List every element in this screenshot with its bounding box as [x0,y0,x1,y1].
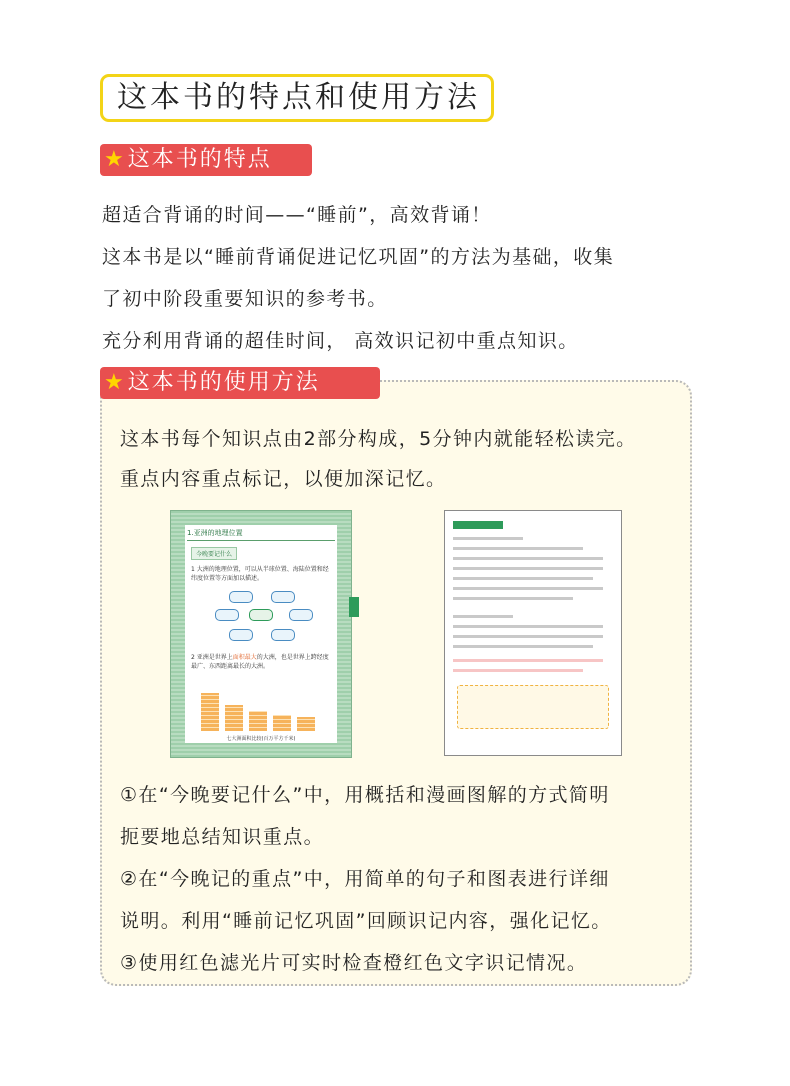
lesson-text-1: 1 大洲的地理位置，可以从半球位置、海陆位置和经纬度位置等方面加以描述。 [191,566,329,582]
usage-step-2b: 说明。利用“睡前记忆巩固”回顾识记内容，强化记忆。 [120,910,612,932]
book-page-right-image [444,510,622,756]
diagram-bubble [271,629,295,641]
features-paragraph-3: 了初中阶段重要知识的参考书。 [102,288,388,310]
lesson-text-2-suffix: 的大洲，也是世界上跨经度最广、东西距离最长的大洲。 [191,654,329,670]
text-line [453,625,603,628]
text-line [453,577,593,580]
lesson-text-2-prefix: 2 亚洲是世界上 [191,654,233,661]
usage-intro-1: 这本书每个知识点由2部分构成，5分钟内就能轻松读完。 [120,428,637,450]
area-comparison-chart [195,691,325,731]
text-line [453,557,603,560]
page-title-box [100,74,494,122]
usage-step-3: ③使用红色滤光片可实时检查橙红色文字识记情况。 [120,952,588,974]
book-page-left-image [170,510,352,758]
highlight-line [453,659,603,662]
text-line [453,597,573,600]
lesson-text-2-highlight: 面积最大 [232,654,257,661]
text-line [453,567,603,570]
text-line [453,547,583,550]
diagram-bubble [229,629,253,641]
usage-step-1a: ①在“今晚要记什么”中，用概括和漫画图解的方式简明 [120,784,610,806]
lesson-text-2 [191,653,331,671]
chart-bar [225,705,243,731]
usage-intro-2: 重点内容重点标记，以便加深记忆。 [120,468,447,490]
star-icon: ★ [104,370,126,395]
chart-bar [273,715,291,731]
section-usage-title: 这本书的使用方法 [127,370,320,395]
diagram-bubble [289,609,313,621]
usage-step-1b: 扼要地总结知识重点。 [120,826,325,848]
page-tab [349,597,359,617]
section-usage-label [100,367,380,399]
highlight-line [453,669,583,672]
chart-bar [249,711,267,731]
diagram-bubble [249,609,273,621]
features-paragraph-4: 充分利用背诵的超佳时间， 高效识记初中重点知识。 [102,330,579,352]
star-icon: ★ [104,147,126,172]
text-line [453,537,523,540]
page-header-bar [453,521,503,529]
section-features-title: 这本书的特点 [127,147,272,172]
diagram-bubble [215,609,239,621]
text-line [453,645,593,648]
section-features-label [100,144,312,176]
diagram-bubble [271,591,295,603]
lesson-subheading: 今晚要记什么 [191,547,237,560]
features-paragraph-1: 超适合背诵的时间——“睡前”，高效背诵！ [102,204,492,226]
chart-caption: 七大洲面积比较(百万平方千米) [226,736,296,742]
diagram-bubble [229,591,253,603]
usage-step-2a: ②在“今晚记的重点”中，用简单的句子和图表进行详细 [120,868,610,890]
page-title: 这本书的特点和使用方法 [117,80,480,115]
text-line [453,635,603,638]
chart-bar [201,693,219,731]
features-paragraph-2: 这本书是以“睡前背诵促进记忆巩固”的方法为基础，收集 [102,246,615,268]
memory-review-box [457,685,609,729]
lesson-title: 1.亚洲的地理位置 [187,528,335,541]
text-line [453,615,513,618]
chart-bar [297,717,315,731]
text-line [453,587,603,590]
